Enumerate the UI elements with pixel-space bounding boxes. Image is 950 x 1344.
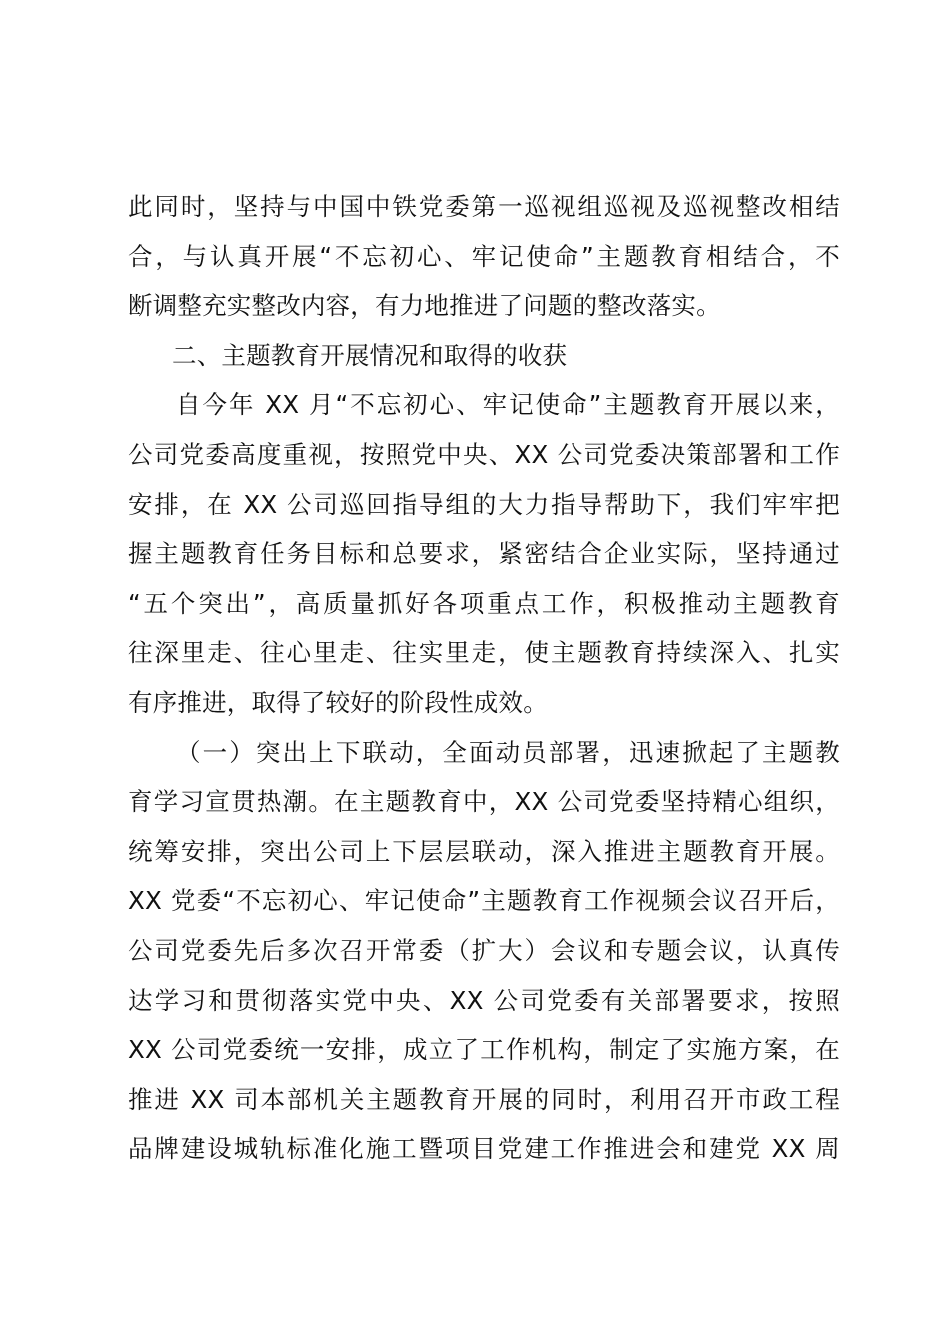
text-line: 此同时，坚持与中国中铁党委第一巡视组巡视及巡视整改相结 [128,192,840,221]
text-line: XX 党委“不忘初心、牢记使命”主题教育工作视频会议召开后， [128,886,840,916]
paragraph-intro [128,380,840,727]
text-line: 安排，在 XX 公司巡回指导组的大力指导帮助下，我们牢牢把 [128,489,840,519]
text-line: 统筹安排，突出公司上下层层联动，深入推进主题教育开展。 [128,836,840,866]
text-line: （一）突出上下联动，全面动员部署，迅速掀起了主题教 [176,737,840,767]
text-line: 合，与认真开展“不忘初心、牢记使命”主题教育相结合，不 [128,241,840,271]
text-line: 品牌建设城轨标准化施工暨项目党建工作推进会和建党 XX 周 [128,1134,840,1164]
document-body [128,182,840,1174]
text-line: 自今年 XX 月“不忘初心、牢记使命”主题教育开展以来， [176,390,840,420]
text-line: 育学习宣贯热潮。在主题教育中，XX 公司党委坚持精心组织， [128,787,840,817]
text-line: 断调整充实整改内容，有力地推进了问题的整改落实。 [128,291,721,321]
paragraph-subsection-1 [128,728,840,1174]
text-line: 公司党委高度重视，按照党中央、XX 公司党委决策部署和工作 [128,439,840,469]
section-heading [128,331,840,381]
heading-text: 二、主题教育开展情况和取得的收获 [172,340,568,370]
text-line: XX 公司党委统一安排，成立了工作机构，制定了实施方案，在 [128,1035,840,1065]
text-line: 往深里走、往心里走、往实里走，使主题教育持续深入、扎实 [128,638,840,668]
text-line: 有序推进，取得了较好的阶段性成效。 [128,687,548,717]
text-line: 公司党委先后多次召开常委（扩大）会议和专题会议，认真传 [128,935,840,965]
text-line: “五个突出”，高质量抓好各项重点工作，积极推动主题教育 [128,588,840,618]
text-line: 达学习和贯彻落实党中央、XX 公司党委有关部署要求，按照 [128,985,840,1015]
paragraph-continuation [128,182,840,331]
text-line: 推进 XX 司本部机关主题教育开展的同时，利用召开市政工程 [128,1084,840,1114]
text-line: 握主题教育任务目标和总要求，紧密结合企业实际，坚持通过 [128,539,840,569]
